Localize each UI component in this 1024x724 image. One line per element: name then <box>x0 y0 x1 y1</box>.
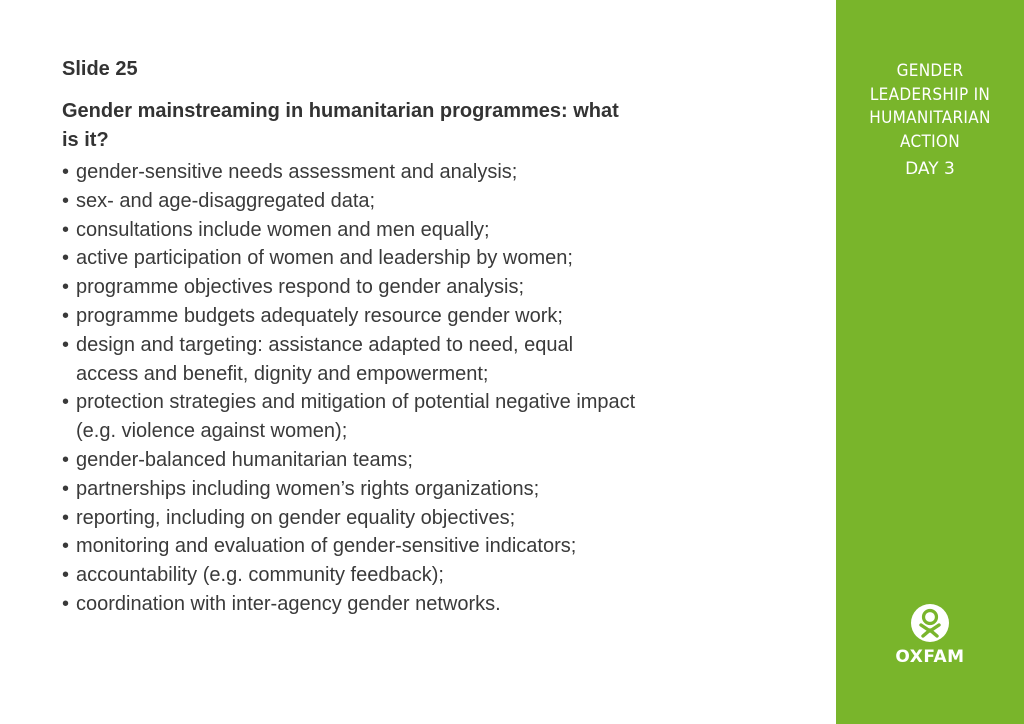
list-item: • design and targeting: assistance adapted to need, equal access and benefit, dignity and empowerment; <box>62 331 636 389</box>
bullet-list <box>62 158 782 619</box>
slide-content <box>62 58 782 619</box>
list-item: • sex- and age-disaggregated data; <box>62 187 782 216</box>
oxfam-logo-icon <box>910 603 950 643</box>
oxfam-wordmark: OXFAM <box>895 647 965 667</box>
oxfam-logo <box>836 603 1024 667</box>
list-item: • active participation of women and leadership by women; <box>62 244 782 273</box>
workshop-title-line: LEADERSHIP IN <box>869 84 991 105</box>
list-item: • reporting, including on gender equality objectives; <box>62 504 782 533</box>
list-item: • partnerships including women’s rights organizations; <box>62 475 782 504</box>
list-item: • programme budgets adequately resource gender work; <box>62 302 782 331</box>
workshop-title-line: HUMANITARIAN <box>869 108 991 128</box>
sidebar-panel <box>836 0 1024 724</box>
slide-title: Gender mainstreaming in humanitarian programmes: what is it? <box>62 100 619 151</box>
list-item: • gender-sensitive needs assessment and analysis; <box>62 158 782 187</box>
workshop-title-line: ACTION <box>900 131 960 152</box>
list-item: • gender-balanced humanitarian teams; <box>62 446 782 475</box>
list-item: • consultations include women and men equally; <box>62 216 782 245</box>
list-item: • coordination with inter-agency gender networks. <box>62 590 782 619</box>
list-item: • programme objectives respond to gender analysis; <box>62 273 782 302</box>
slide-number: Slide 25 <box>62 58 138 80</box>
day-label: DAY 3 <box>905 159 955 179</box>
list-item: • accountability (e.g. community feedback); <box>62 561 782 590</box>
workshop-title <box>836 60 1024 154</box>
workshop-title-line: GENDER <box>896 61 964 81</box>
list-item: • monitoring and evaluation of gender-sensitive indicators; <box>62 532 782 561</box>
list-item: • protection strategies and mitigation of potential negative impact (e.g. violence against women); <box>62 388 636 446</box>
